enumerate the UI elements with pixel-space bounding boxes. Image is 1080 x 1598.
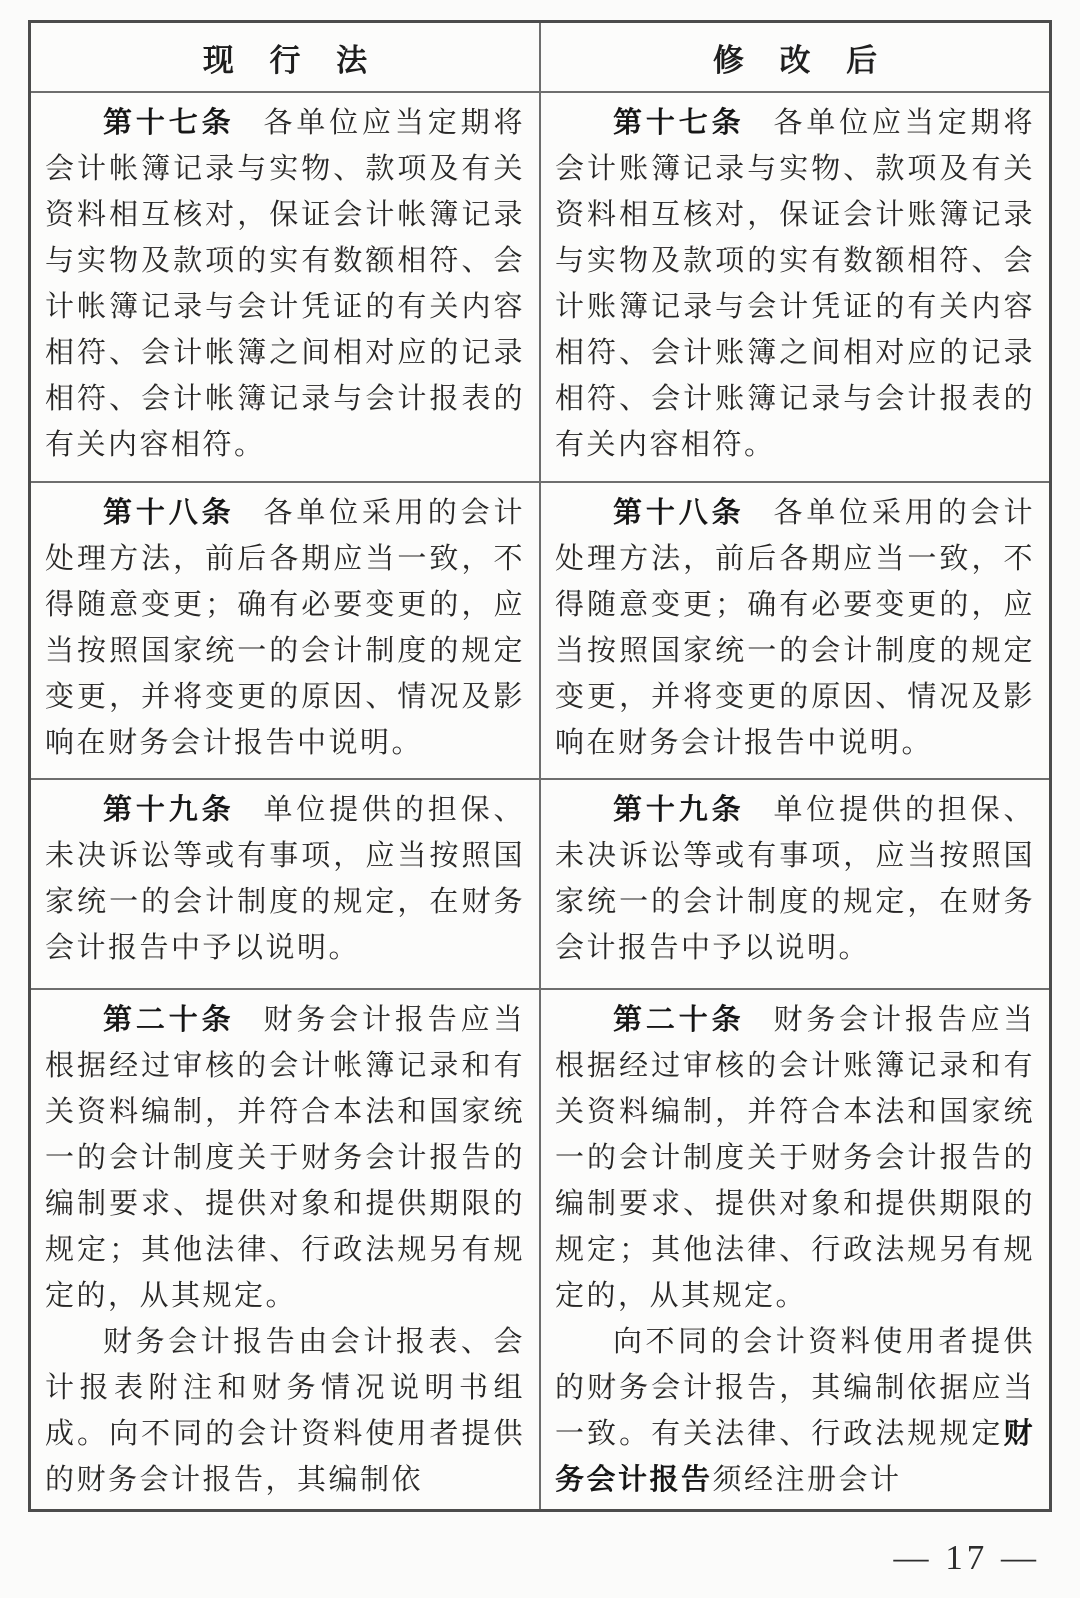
cell-article-20-current [31, 990, 539, 1509]
article-paragraph [555, 490, 1035, 766]
article-paragraph [45, 787, 525, 971]
article-text: 财务会计报告应当根据经过审核的会计账簿记录和有关资料编制，并符合本法和国家统一的会计制度关于财务会计报告的编制要求、提供对象和提供期限的规定；其他法律、行政法规另有规定的，从其规定。 [555, 1004, 1035, 1312]
table-row-article-17 [31, 91, 1049, 481]
article-text: 财务会计报告应当根据经过审核的会计帐簿记录和有关资料编制，并符合本法和国家统一的会计制度关于财务会计报告的编制要求、提供对象和提供期限的规定；其他法律、行政法规另有规定的，从其规定。 [45, 1004, 525, 1312]
article-paragraph [45, 490, 525, 766]
article-text: 单位提供的担保、未决诉讼等或有事项，应当按照国家统一的会计制度的规定，在财务会计报告中予以说明。 [555, 794, 1035, 964]
page-number: — 17 — [893, 1538, 1040, 1577]
article-paragraph [555, 997, 1035, 1319]
article-paragraph [45, 997, 525, 1319]
cell-article-17-current [31, 93, 539, 481]
article-number: 第二十条 [103, 1004, 235, 1036]
article-text: 各单位应当定期将会计账簿记录与实物、款项及有关资料相互核对，保证会计账簿记录与实物及款项的实有数额相符、会计账簿记录与会计凭证的有关内容相符、会计账簿之间相对应的记录相符、会计账簿记录与会计报表的有关内容相符。 [555, 107, 1035, 461]
cell-article-19-amended [539, 780, 1049, 988]
article-number: 第二十条 [613, 1004, 745, 1036]
article-paragraph [555, 1319, 1035, 1503]
column-header-current-law-label: 现行法 [202, 42, 403, 78]
article-number: 第十九条 [103, 794, 235, 826]
article-number: 第十九条 [613, 794, 745, 826]
article-paragraph [45, 1319, 525, 1503]
article-text: 各单位采用的会计处理方法，前后各期应当一致，不得随意变更；确有必要变更的，应当按照国家统一的会计制度的规定变更，并将变更的原因、情况及影响在财务会计报告中说明。 [555, 497, 1035, 759]
table-row-article-20 [31, 988, 1049, 1509]
article-text: 向不同的会计资料使用者提供的财务会计报告，其编制依据应当一致。有关法律、行政法规规定 [555, 1326, 1035, 1450]
article-number: 第十八条 [103, 497, 235, 529]
law-comparison-table [28, 20, 1052, 1512]
emphasized-amended-text: 财务会计报告 [555, 1418, 1035, 1496]
article-number: 第十七条 [103, 107, 235, 139]
article-number: 第十七条 [613, 107, 745, 139]
article-text: 各单位应当定期将会计帐簿记录与实物、款项及有关资料相互核对，保证会计帐簿记录与实物及款项的实有数额相符、会计帐簿记录与会计凭证的有关内容相符、会计帐簿之间相对应的记录相符、会计帐簿记录与会计报表的有关内容相符。 [45, 107, 525, 461]
article-text: 单位提供的担保、未决诉讼等或有事项，应当按照国家统一的会计制度的规定，在财务会计报告中予以说明。 [45, 794, 525, 964]
table-row-article-19 [31, 778, 1049, 988]
article-text: 财务会计报告由会计报表、会计报表附注和财务情况说明书组成。向不同的会计资料使用者提供的财务会计报告，其编制依 [45, 1326, 525, 1496]
article-number: 第十八条 [613, 497, 745, 529]
cell-article-19-current [31, 780, 539, 988]
column-header-current-law [31, 23, 539, 91]
cell-article-18-current [31, 483, 539, 778]
article-text: 各单位采用的会计处理方法，前后各期应当一致，不得随意变更；确有必要变更的，应当按照国家统一的会计制度的规定变更，并将变更的原因、情况及影响在财务会计报告中说明。 [45, 497, 525, 759]
table-header-row [31, 23, 1049, 91]
article-paragraph [555, 100, 1035, 468]
cell-article-18-amended [539, 483, 1049, 778]
table-row-article-18 [31, 481, 1049, 778]
article-text: 须经注册会计 [712, 1464, 902, 1496]
column-header-amended [539, 23, 1049, 91]
cell-article-17-amended [539, 93, 1049, 481]
article-paragraph [555, 787, 1035, 971]
article-paragraph [45, 100, 525, 468]
column-header-amended-label: 修改后 [712, 42, 913, 78]
cell-article-20-amended [539, 990, 1049, 1509]
